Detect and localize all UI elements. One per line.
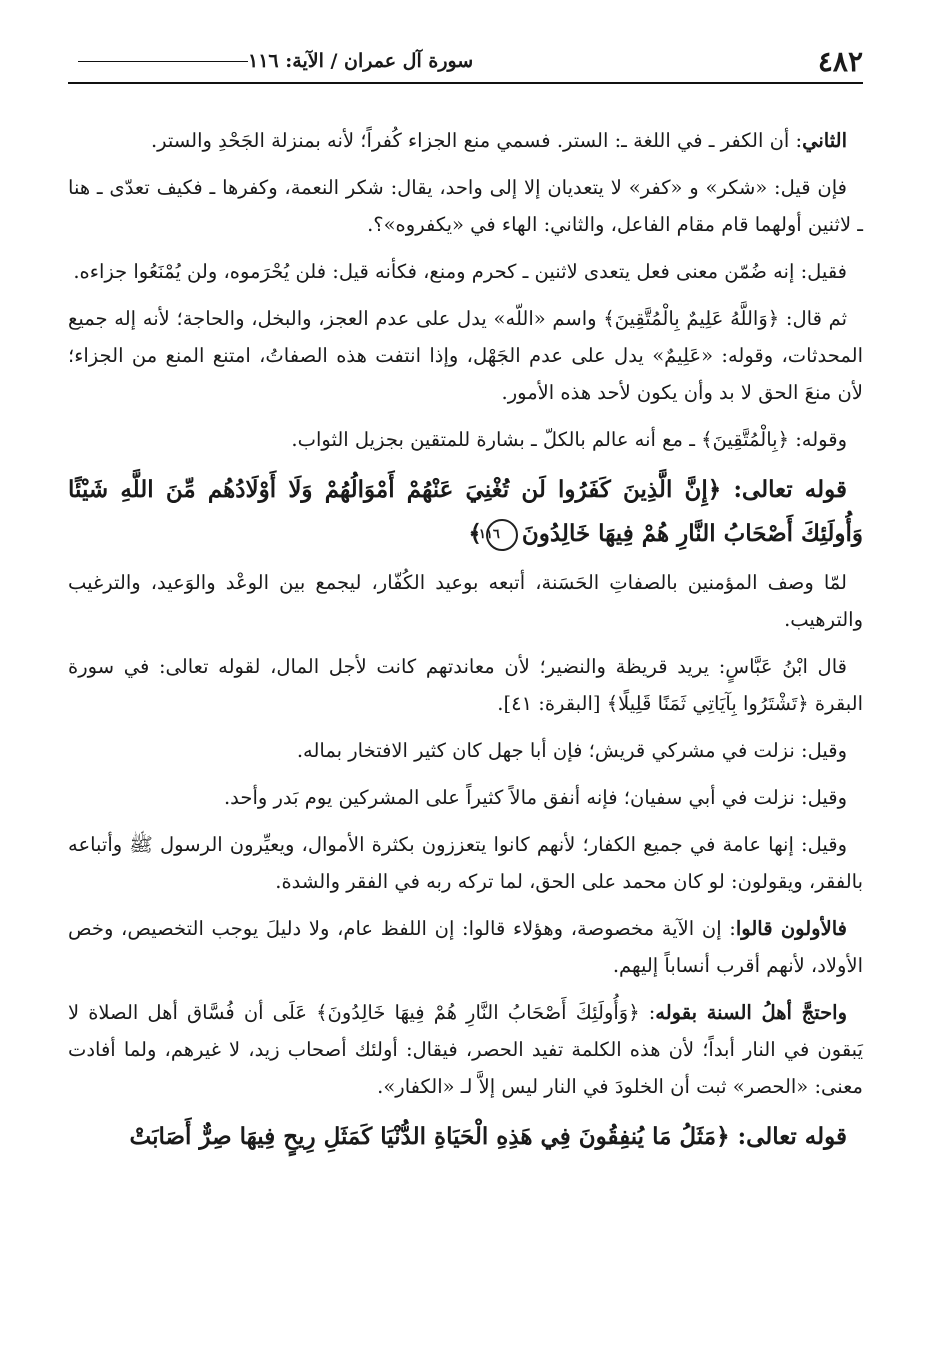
paragraph xyxy=(68,253,863,290)
paragraph-lead: واحتجَّ أهلُ السنة بقوله xyxy=(655,1001,847,1024)
paragraph-text: فإن قيل: «شكر» و «كفر» لا يتعديان إلا إلى واحد، يقال: شكر النعمة، وكفرها ـ فكيف تعدّى ـ هنا ـ لاثنين أولهما قام مقام الفاعل، والثاني: الهاء في «يكفروه»؟. xyxy=(68,176,863,236)
paragraph xyxy=(68,826,863,900)
paragraph-text: لمّا وصف المؤمنين بالصفاتِ الحَسَنة، أتبعه بوعيد الكُفّار، ليجمع بين الوعْد والوَعيد، والترغيب والترهيب. xyxy=(68,571,863,631)
verse-text: ﴿إِنَّ الَّذِينَ كَفَرُوا لَن تُغْنِيَ عَنْهُمْ أَمْوَالُهُمْ وَلَا أَوْلَادُهُم مِّنَ اللَّهِ شَيْئًا وَأُولَئِكَ أَصْحَابُ النَّارِ هُمْ فِيهَا خَالِدُونَ xyxy=(68,476,863,547)
verse-intro: قوله تعالى: xyxy=(729,1123,847,1150)
paragraph-lead: الثاني xyxy=(802,129,847,152)
verse-text: ﴿مَثَلُ مَا يُنفِقُونَ فِي هَذِهِ الْحَيَاةِ الدُّنْيَا كَمَثَلِ رِيحٍ فِيهَا صِرٌّ أَصَابَتْ xyxy=(129,1123,730,1150)
running-title xyxy=(68,50,473,72)
paragraph-text: : ﴿وَأُولَئِكَ أَصْحَابُ النَّارِ هُمْ فِيهَا خَالِدُونَ﴾ عَلَى أن فُسَّاق أهل الصلاة لا يَبقون في النار أبداً؛ لأن هذه الكلمة تفيد الحصر، فيقال: أولئك أصحاب زيد، لا غيرهم، ولما أفادت معنى: «الحصر» ثبت أن الخلودَ في النار ليس إلاَّ لـ «الكفار». xyxy=(68,1001,863,1098)
paragraph xyxy=(68,779,863,816)
paragraph xyxy=(68,300,863,411)
paragraph xyxy=(68,564,863,638)
paragraph xyxy=(68,122,863,159)
paragraph xyxy=(68,732,863,769)
paragraph xyxy=(68,421,863,458)
paragraph-text: ثم قال: ﴿وَاللَّهُ عَلِيمٌ بِالْمُتَّقِينَ﴾ واسم «اللّه» يدل على عدم العجز، والبخل، والحاجة؛ لأنه إله جميع المحدثات، وقوله: «عَلِيمٌ» يدل على عدم الجَهْل، وإذا انتفت هذه الصفاتُ، امتنع المنع من الجزاء؛ لأن منعَ الحق لا بد وأن يكون لأحد هذه الأمور. xyxy=(68,307,863,404)
paragraph xyxy=(68,169,863,243)
surah-title: سورة آل عمران / الآية: ١١٦ xyxy=(248,50,474,72)
paragraph-text: وقيل: نزلت في مشركي قريش؛ فإن أبا جهل كان كثير الافتخار بماله. xyxy=(296,739,847,762)
page-header xyxy=(68,40,863,84)
paragraph-lead: فالأولون قالوا xyxy=(735,917,847,940)
paragraph-text: قال ابْنُ عَبَّاسٍ: يريد قريظة والنضير؛ لأن معاندتهم كانت لأجل المال، لقوله تعالى: في سورة البقرة ﴿تَشْتَرُوا بِآيَاتِي ثَمَنًا قَلِيلًا﴾ [البقرة: ٤١]. xyxy=(68,655,863,715)
paragraph-text: : أن الكفر ـ في اللغة ـ: الستر. فسمي منع الجزاء كُفراً؛ لأنه بمنزلة الجَحْدِ والستر. xyxy=(150,129,803,152)
paragraph-text: وقوله: ﴿بِالْمُتَّقِينَ﴾ ـ مع أنه عالم بالكلّ ـ بشارة للمتقين بجزيل الثواب. xyxy=(291,428,847,451)
paragraph-text: : إن الآية مخصوصة، وهؤلاء قالوا: إن اللفظ عام، ولا دليلَ يوجب التخصيص، وخص الأولاد، لأنهم أقرب أنساباً إليهم. xyxy=(68,917,863,977)
quran-verse xyxy=(68,468,863,556)
ayah-number-marker: ١١٦ xyxy=(486,519,518,551)
paragraph xyxy=(68,648,863,722)
verse-intro: قوله تعالى: xyxy=(721,476,848,503)
paragraph xyxy=(68,994,863,1105)
title-rule xyxy=(78,61,248,62)
verse-close: ﴾ xyxy=(468,520,482,547)
page-number: ٤٨٢ xyxy=(817,44,863,78)
page-body xyxy=(68,84,863,1159)
paragraph-text: وقيل: نزلت في أبي سفيان؛ فإنه أنفق مالاً كثيراً على المشركين يوم بَدر وأحد. xyxy=(223,786,847,809)
quran-verse xyxy=(68,1115,863,1159)
paragraph-text: وقيل: إنها عامة في جميع الكفار؛ لأنهم كانوا يتعززون بكثرة الأموال، ويعيِّرون الرسول ﷺ وأتباعه بالفقر، ويقولون: لو كان محمد على الحق، لما تركه ربه في الفقر والشدة. xyxy=(68,833,863,893)
paragraph-text: فقيل: إنه ضُمّن معنى فعل يتعدى لاثنين ـ كحرم ومنع، فكأنه قيل: فلن يُحْرَموه، ولن يُمْنَعُوا جزاءه. xyxy=(73,260,847,283)
paragraph xyxy=(68,910,863,984)
